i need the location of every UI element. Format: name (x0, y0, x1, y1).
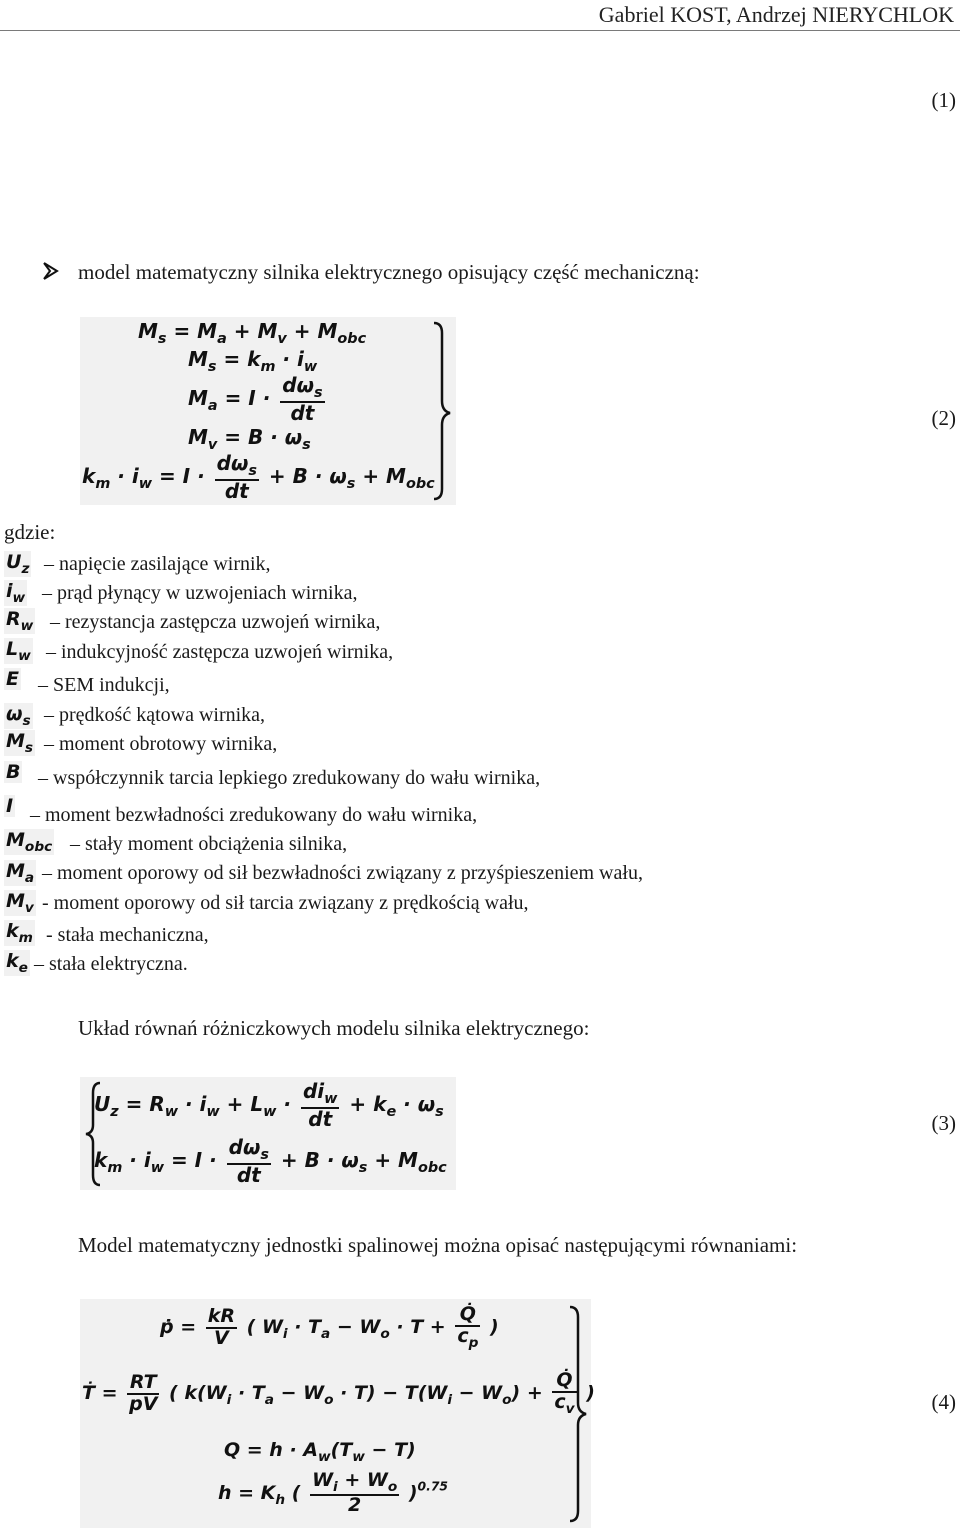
symbol-description: – moment bezwładności zredukowany do wału wirnika, (30, 804, 478, 826)
paragraph-combustion-unit: Model matematyczny jednostki spalinowej można opisać następującymi równaniami: (78, 1233, 798, 1257)
equation-block-4: ṗ = $\frac{kR}{V}$ ( $W_i \cdot T_a - W_o \cdot T$ + $\frac{Q̇}{c_p}$ ) Ṫ = $\frac{RT}{pV}$ ( $k(W_i \cdot T_a - W_o \cdot T) - T(W_i - W_o)$ + $\frac{Q̇}{c_v}$ ) $Q = h \cdot A_w(T_w - T)$ $h = K_h$ ( $\frac{W_i + W_o}{2}$ )$^{0.75}$ (80, 1299, 591, 1528)
symbol-description: – prąd płynący w uzwojeniach wirnika, (42, 582, 358, 604)
symbol-uz: $U_z$ (6, 551, 30, 577)
symbol-description: – współczynnik tarcia lepkiego zredukowany do wału wirnika, (38, 767, 541, 789)
where-label: gdzie: (4, 520, 56, 544)
symbol-i: I (6, 795, 14, 817)
symbol-description: – SEM indukcji, (38, 674, 170, 696)
symbol-description: – stała elektryczna. (34, 953, 188, 975)
paragraph-motor-system: Układ równań różniczkowych modelu silnika elektrycznego: (78, 1016, 590, 1040)
symbol-lw: $L_w$ (6, 638, 31, 664)
symbol-description: – rezystancja zastępcza uzwojeń wirnika, (50, 611, 381, 633)
symbol-mv: $M_v$ (6, 890, 34, 916)
arrow-bullet-icon (42, 260, 60, 288)
symbol-description: - stała mechaniczna, (46, 924, 209, 946)
bullet-text: model matematyczny silnika elektrycznego opisujący część mechaniczną: (78, 260, 700, 284)
symbol-mobc: $M_{obc}$ (6, 829, 53, 855)
symbol-ke: $k_e$ (6, 950, 28, 976)
symbol-ma: $M_a$ (6, 860, 35, 886)
exponent-label: 0.75 (417, 1479, 449, 1494)
symbol-ms: $M_s$ (6, 730, 34, 756)
symbol-description: – indukcyjność zastępcza uzwojeń wirnika, (46, 641, 394, 663)
right-brace-icon (430, 321, 454, 501)
right-brace-icon (566, 1305, 588, 1523)
symbol-b: B (6, 761, 21, 783)
header-authors: Gabriel KOST, Andrzej NIERYCHLOK (598, 2, 954, 27)
symbol-description: - moment oporowy od sił tarcia związany z prędkością wału, (42, 892, 529, 914)
symbol-description: – prędkość kątowa wirnika, (44, 704, 266, 726)
equation-number-4: (4) (931, 1390, 956, 1414)
symbol-rw: $R_w$ (6, 608, 34, 634)
equation-number-3: (3) (931, 1111, 956, 1135)
equation-block-2: $M_s = M_a + M_v + M_{obc}$ $M_s = k_m \cdot i_w$ $M_a = I$ · $\frac{d\omega_s}{dt}$ $M_v = B \cdot \omega_s$ $k_m \cdot i_w = I$ · $\frac{d\omega_s}{dt}$ + $B \cdot \omega_s + M_{obc}$ (80, 317, 456, 505)
symbol-iw: $i_w$ (6, 580, 26, 606)
symbol-description: – stały moment obciążenia silnika, (70, 833, 348, 855)
symbol-description: – napięcie zasilające wirnik, (44, 553, 271, 575)
equation-block-3: $U_z = R_w \cdot i_w + L_w$ · $\frac{di_w}{dt}$ + $k_e \cdot \omega_s$ $k_m \cdot i_w = I$ · $\frac{d\omega_s}{dt}$ + $B \cdot \omega_s + M_{obc}$ (80, 1077, 456, 1190)
symbol-km: $k_m$ (6, 920, 33, 946)
symbol-e: E (6, 668, 19, 690)
page-header (0, 0, 960, 31)
symbol-description: – moment oporowy od sił bezwładności związany z przyśpieszeniem wału, (42, 862, 643, 884)
equation-number-1: (1) (931, 88, 956, 112)
symbol-description: – moment obrotowy wirnika, (44, 733, 278, 755)
symbol-omega-s: $\omega_s$ (6, 703, 31, 729)
equation-number-2: (2) (931, 406, 956, 430)
